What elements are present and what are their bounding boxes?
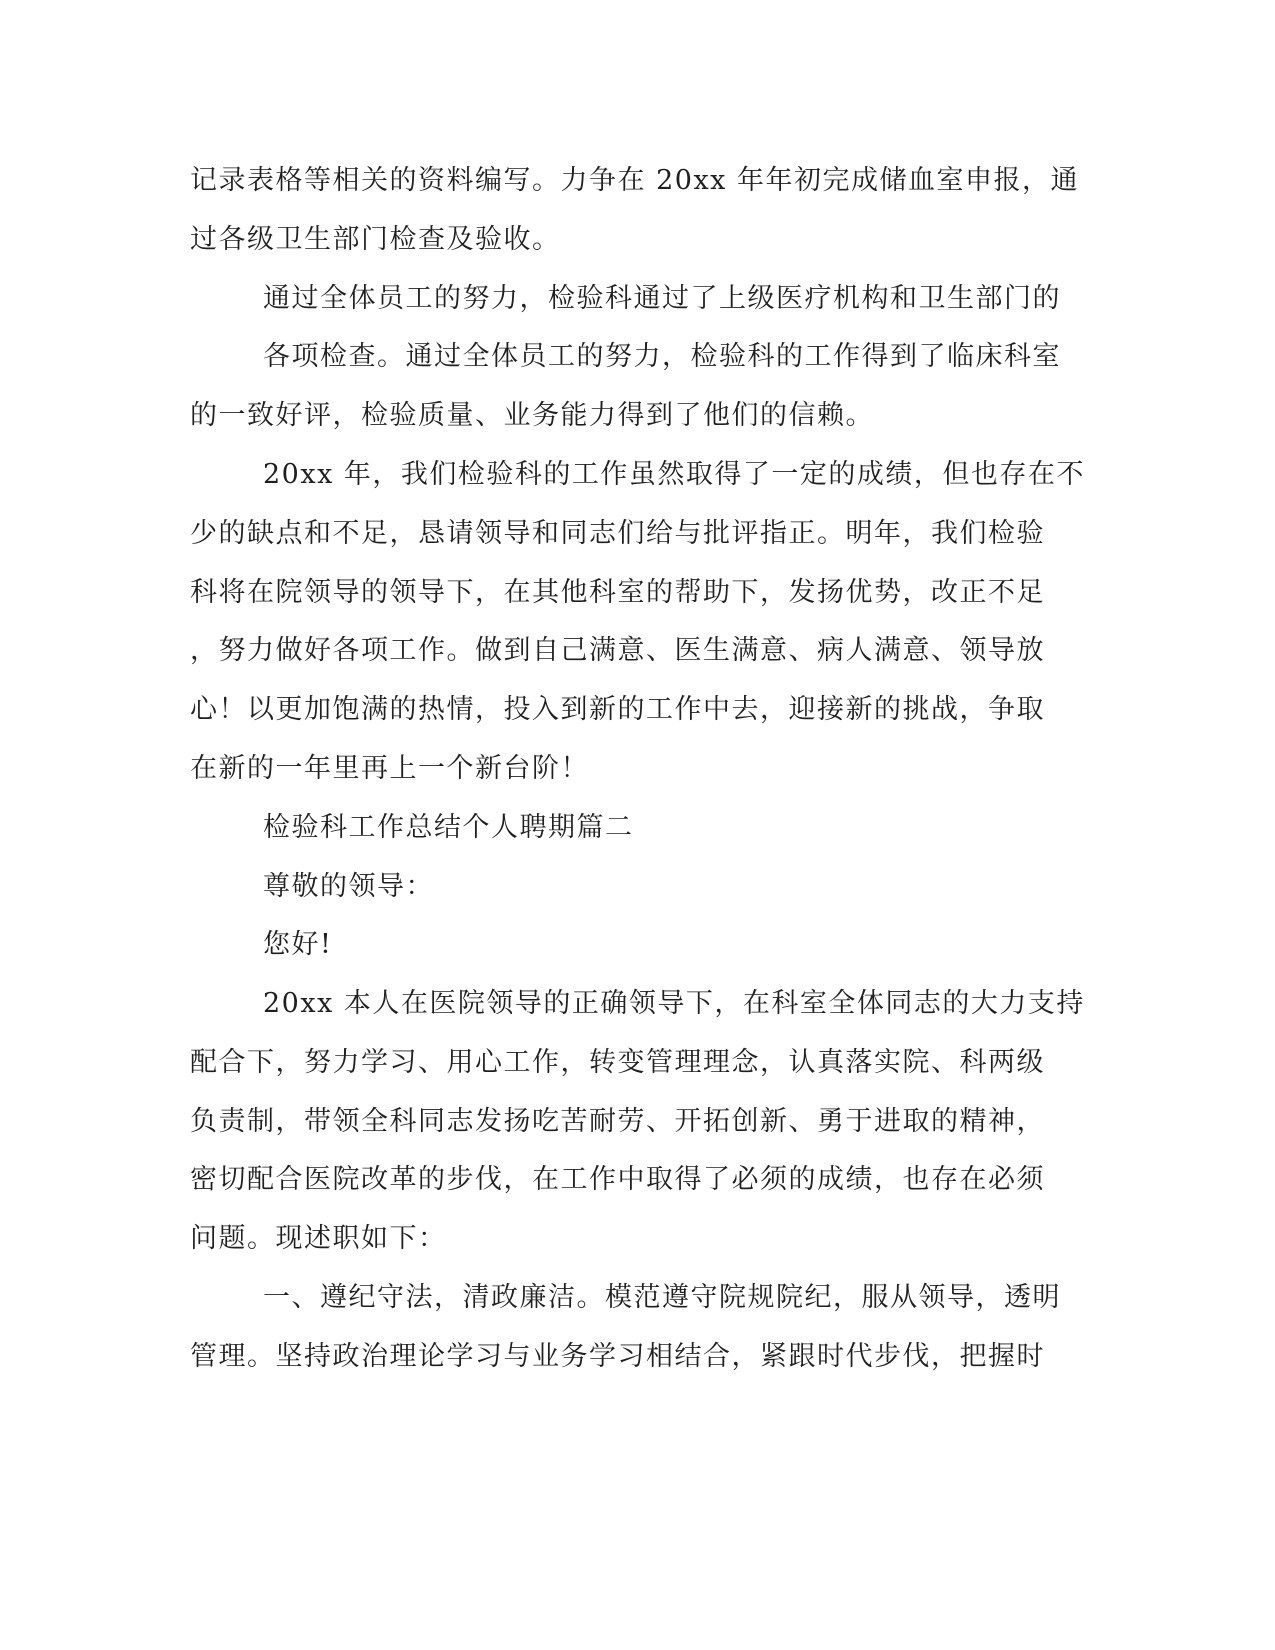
text-line: 问题。现述职如下： [190,1223,447,1254]
section-heading: 检验科工作总结个人聘期篇二 [263,812,634,843]
paragraph-start-line: 各项检查。通过全体员工的努力，检验科的工作得到了临床科室 [263,341,1061,372]
paragraph-start-line: 通过全体员工的努力，检验科通过了上级医疗机构和卫生部门的 [263,283,1061,314]
text-line: 过各级卫生部门检查及验收。 [190,224,561,255]
text-line: 密切配合医院改革的步伐，在工作中取得了必须的成绩，也存在必须 [190,1164,1045,1195]
paragraph-start-line: 20xx 本人在医院领导的正确领导下，在科室全体同志的大力支持 [263,988,1085,1019]
text-line: ，努力做好各项工作。做到自己满意、医生满意、病人满意、领导放 [190,635,1045,666]
paragraph-start-line: 一、遵纪守法，清政廉洁。模范遵守院规院纪，服从领导，透明 [263,1282,1061,1313]
greeting: 您好! [263,929,333,960]
text-line: 负责制，带领全科同志发扬吃苦耐劳、开拓创新、勇于进取的精神， [190,1106,1045,1137]
text-line: 科将在院领导的领导下，在其他科室的帮助下，发扬优势，改正不足 [190,577,1045,608]
paragraph-start-line: 20xx 年，我们检验科的工作虽然取得了一定的成绩，但也存在不 [263,459,1085,490]
text-line: 在新的一年里再上一个新台阶！ [190,753,589,784]
text-line: 心！以更加饱满的热情，投入到新的工作中去，迎接新的挑战，争取 [190,694,1045,725]
text-line: 少的缺点和不足，恳请领导和同志们给与批评指正。明年，我们检验 [190,518,1045,549]
text-line: 记录表格等相关的资料编写。力争在 20xx 年年初完成储血室申报，通 [190,165,1079,196]
text-line: 的一致好评，检验质量、业务能力得到了他们的信赖。 [190,400,874,431]
salutation: 尊敬的领导： [263,871,434,902]
text-line: 配合下，努力学习、用心工作，转变管理理念，认真落实院、科两级 [190,1047,1045,1078]
text-line: 管理。坚持政治理论学习与业务学习相结合，紧跟时代步伐，把握时 [190,1341,1045,1372]
